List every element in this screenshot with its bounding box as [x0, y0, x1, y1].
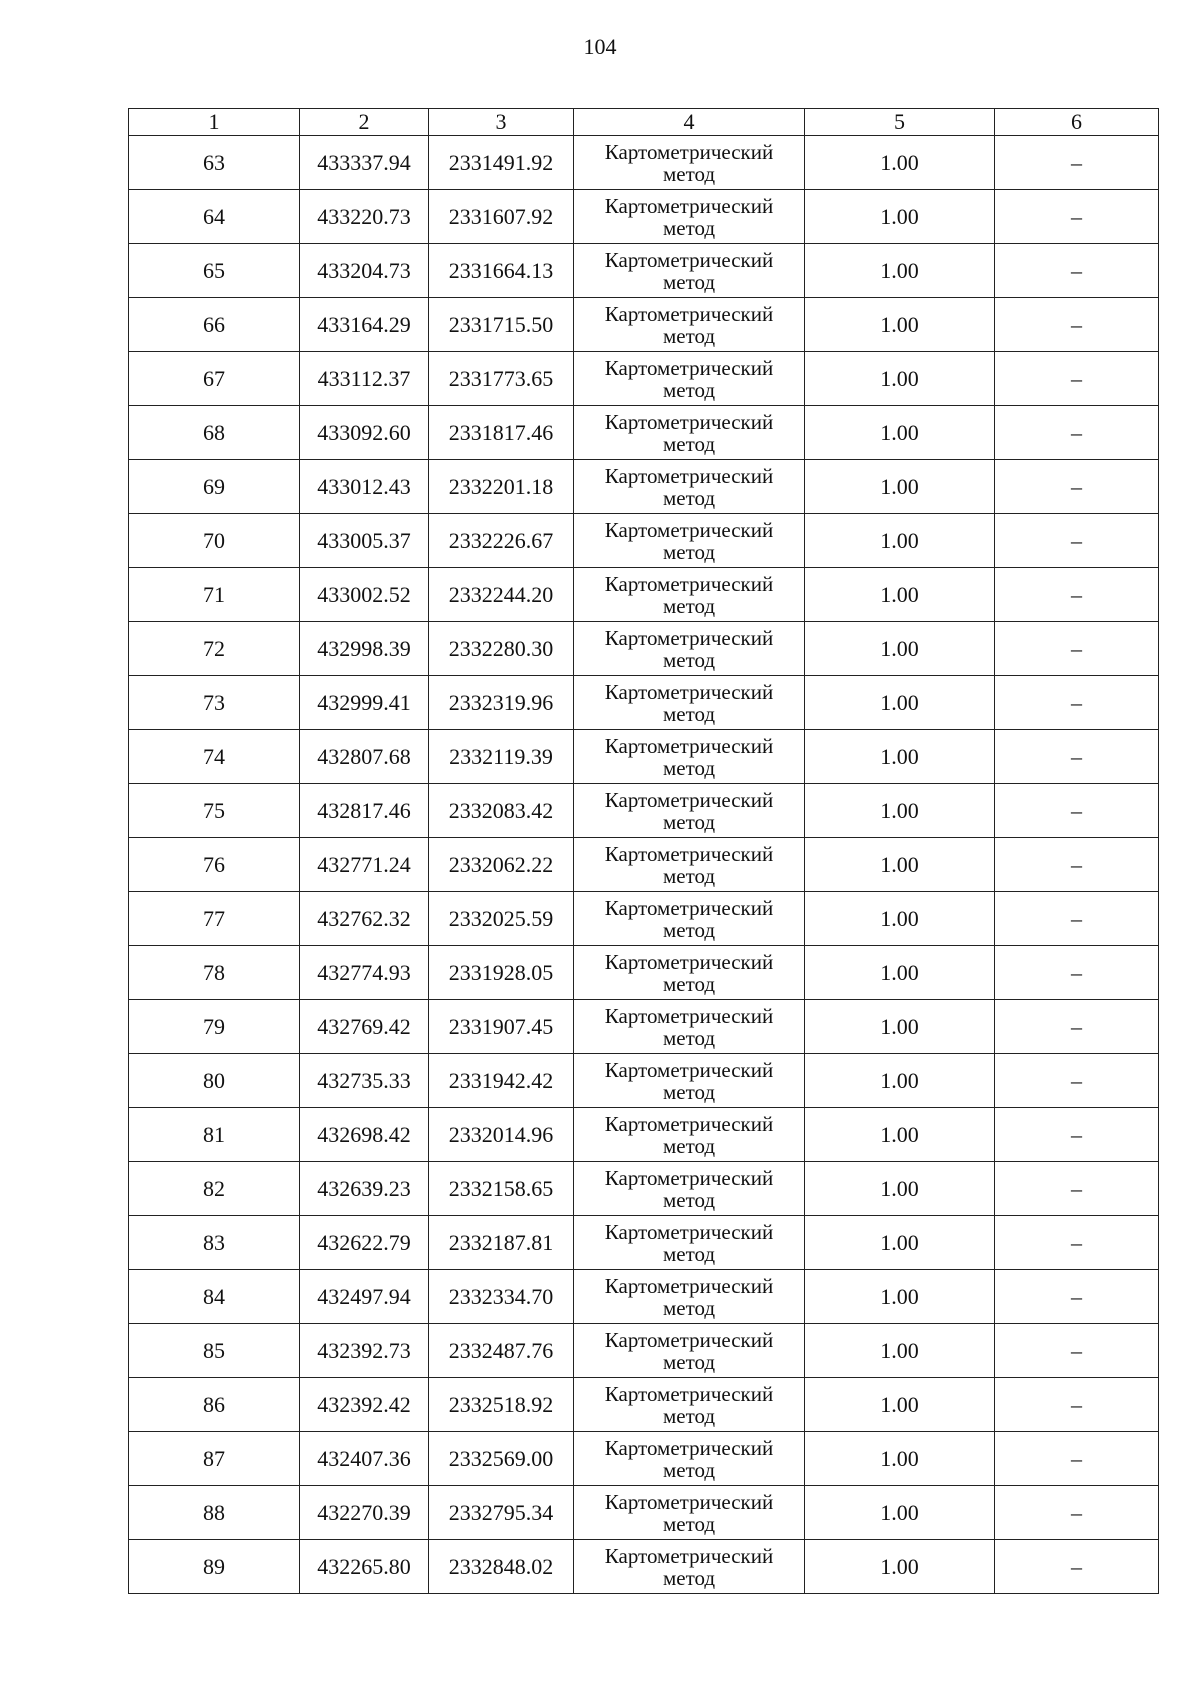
coord-x: 433012.43	[300, 460, 429, 514]
coord-x: 432771.24	[300, 838, 429, 892]
method-line-2: метод	[662, 701, 716, 726]
coord-y: 2331773.65	[429, 352, 574, 406]
table-row	[129, 1324, 1159, 1378]
column-header: 1	[129, 109, 300, 136]
method-cell	[574, 568, 805, 622]
coord-x: 432817.46	[300, 784, 429, 838]
coord-y: 2332569.00	[429, 1432, 574, 1486]
method-line-2: метод	[662, 215, 716, 240]
coord-y: 2331664.13	[429, 244, 574, 298]
method-line-2: метод	[662, 647, 716, 672]
point-number: 71	[129, 568, 300, 622]
point-number: 86	[129, 1378, 300, 1432]
table-row	[129, 676, 1159, 730]
method-line-1: Картометрический	[604, 463, 774, 488]
coord-x: 433112.37	[300, 352, 429, 406]
method-cell	[574, 352, 805, 406]
col6-dash: –	[995, 244, 1159, 298]
col6-dash: –	[995, 568, 1159, 622]
col6-dash: –	[995, 514, 1159, 568]
coord-x: 432999.41	[300, 676, 429, 730]
coord-x: 433092.60	[300, 406, 429, 460]
table-row	[129, 190, 1159, 244]
col6-dash: –	[995, 406, 1159, 460]
coord-x: 432392.42	[300, 1378, 429, 1432]
point-number: 88	[129, 1486, 300, 1540]
method-cell	[574, 1270, 805, 1324]
coord-x: 432998.39	[300, 622, 429, 676]
table-row	[129, 730, 1159, 784]
method-cell	[574, 1432, 805, 1486]
table-row	[129, 136, 1159, 190]
accuracy: 1.00	[805, 244, 995, 298]
method-line-1: Картометрический	[604, 625, 774, 650]
accuracy: 1.00	[805, 1540, 995, 1594]
table-row	[129, 1108, 1159, 1162]
method-line-1: Картометрический	[604, 247, 774, 272]
accuracy: 1.00	[805, 1108, 995, 1162]
accuracy: 1.00	[805, 1432, 995, 1486]
point-number: 79	[129, 1000, 300, 1054]
coord-x: 432774.93	[300, 946, 429, 1000]
col6-dash: –	[995, 1324, 1159, 1378]
col6-dash: –	[995, 460, 1159, 514]
col6-dash: –	[995, 1000, 1159, 1054]
coord-x: 432762.32	[300, 892, 429, 946]
method-cell	[574, 1216, 805, 1270]
method-line-2: метод	[662, 971, 716, 996]
coord-y: 2332201.18	[429, 460, 574, 514]
point-number: 70	[129, 514, 300, 568]
point-number: 68	[129, 406, 300, 460]
method-cell	[574, 190, 805, 244]
table-row	[129, 1054, 1159, 1108]
coord-y: 2332319.96	[429, 676, 574, 730]
coord-x: 432807.68	[300, 730, 429, 784]
col6-dash: –	[995, 190, 1159, 244]
col6-dash: –	[995, 730, 1159, 784]
accuracy: 1.00	[805, 1486, 995, 1540]
accuracy: 1.00	[805, 1216, 995, 1270]
coordinates-table	[128, 108, 1159, 1594]
method-line-2: метод	[662, 323, 716, 348]
method-line-1: Картометрический	[604, 355, 774, 380]
method-line-2: метод	[662, 593, 716, 618]
coord-y: 2332334.70	[429, 1270, 574, 1324]
method-cell	[574, 730, 805, 784]
col6-dash: –	[995, 892, 1159, 946]
method-line-1: Картометрический	[604, 1381, 774, 1406]
point-number: 67	[129, 352, 300, 406]
column-header: 6	[995, 109, 1159, 136]
method-line-1: Картометрический	[604, 1435, 774, 1460]
method-line-1: Картометрический	[604, 1057, 774, 1082]
method-line-1: Картометрический	[604, 1003, 774, 1028]
coord-y: 2332487.76	[429, 1324, 574, 1378]
coord-x: 433337.94	[300, 136, 429, 190]
column-header: 5	[805, 109, 995, 136]
table-row	[129, 1216, 1159, 1270]
col6-dash: –	[995, 946, 1159, 1000]
method-line-1: Картометрический	[604, 841, 774, 866]
col6-dash: –	[995, 784, 1159, 838]
method-line-2: метод	[662, 377, 716, 402]
method-line-2: метод	[662, 1403, 716, 1428]
col6-dash: –	[995, 1054, 1159, 1108]
method-line-2: метод	[662, 1025, 716, 1050]
accuracy: 1.00	[805, 406, 995, 460]
col6-dash: –	[995, 1486, 1159, 1540]
accuracy: 1.00	[805, 1054, 995, 1108]
point-number: 66	[129, 298, 300, 352]
method-line-2: метод	[662, 863, 716, 888]
table-row	[129, 1540, 1159, 1594]
coord-x: 432407.36	[300, 1432, 429, 1486]
coord-x: 433005.37	[300, 514, 429, 568]
coord-x: 432639.23	[300, 1162, 429, 1216]
coord-x: 432392.73	[300, 1324, 429, 1378]
method-line-1: Картометрический	[604, 193, 774, 218]
method-line-2: метод	[662, 1565, 716, 1590]
method-line-1: Картометрический	[604, 895, 774, 920]
method-line-2: метод	[662, 1295, 716, 1320]
method-cell	[574, 1486, 805, 1540]
col6-dash: –	[995, 1216, 1159, 1270]
coord-x: 433164.29	[300, 298, 429, 352]
method-cell	[574, 406, 805, 460]
col6-dash: –	[995, 1162, 1159, 1216]
method-line-2: метод	[662, 755, 716, 780]
table-row	[129, 1270, 1159, 1324]
method-line-2: метод	[662, 1133, 716, 1158]
method-cell	[574, 784, 805, 838]
coord-x: 432769.42	[300, 1000, 429, 1054]
column-header: 2	[300, 109, 429, 136]
coord-y: 2331928.05	[429, 946, 574, 1000]
method-line-1: Картометрический	[604, 517, 774, 542]
point-number: 77	[129, 892, 300, 946]
method-line-2: метод	[662, 917, 716, 942]
point-number: 89	[129, 1540, 300, 1594]
accuracy: 1.00	[805, 1000, 995, 1054]
coord-x: 432497.94	[300, 1270, 429, 1324]
method-line-1: Картометрический	[604, 1165, 774, 1190]
coord-y: 2332244.20	[429, 568, 574, 622]
method-line-2: метод	[662, 431, 716, 456]
accuracy: 1.00	[805, 298, 995, 352]
method-cell	[574, 514, 805, 568]
point-number: 78	[129, 946, 300, 1000]
point-number: 74	[129, 730, 300, 784]
coord-y: 2332062.22	[429, 838, 574, 892]
coord-x: 433204.73	[300, 244, 429, 298]
col6-dash: –	[995, 622, 1159, 676]
table-row	[129, 298, 1159, 352]
coord-x: 432270.39	[300, 1486, 429, 1540]
accuracy: 1.00	[805, 730, 995, 784]
col6-dash: –	[995, 1432, 1159, 1486]
method-cell	[574, 838, 805, 892]
coord-y: 2331907.45	[429, 1000, 574, 1054]
col6-dash: –	[995, 136, 1159, 190]
method-cell	[574, 1108, 805, 1162]
accuracy: 1.00	[805, 1378, 995, 1432]
method-cell	[574, 1000, 805, 1054]
method-line-2: метод	[662, 269, 716, 294]
method-cell	[574, 1378, 805, 1432]
method-line-2: метод	[662, 1187, 716, 1212]
method-line-2: метод	[662, 1511, 716, 1536]
coord-x: 433220.73	[300, 190, 429, 244]
table-row	[129, 568, 1159, 622]
col6-dash: –	[995, 298, 1159, 352]
col6-dash: –	[995, 1540, 1159, 1594]
col6-dash: –	[995, 352, 1159, 406]
point-number: 76	[129, 838, 300, 892]
column-header: 3	[429, 109, 574, 136]
method-cell	[574, 1324, 805, 1378]
accuracy: 1.00	[805, 784, 995, 838]
method-line-2: метод	[662, 809, 716, 834]
coord-x: 432265.80	[300, 1540, 429, 1594]
method-line-2: метод	[662, 1079, 716, 1104]
point-number: 69	[129, 460, 300, 514]
point-number: 83	[129, 1216, 300, 1270]
accuracy: 1.00	[805, 460, 995, 514]
method-line-1: Картометрический	[604, 1327, 774, 1352]
point-number: 64	[129, 190, 300, 244]
point-number: 87	[129, 1432, 300, 1486]
method-cell	[574, 892, 805, 946]
accuracy: 1.00	[805, 136, 995, 190]
point-number: 81	[129, 1108, 300, 1162]
method-cell	[574, 1054, 805, 1108]
method-line-1: Картометрический	[604, 1543, 774, 1568]
col6-dash: –	[995, 1378, 1159, 1432]
method-line-2: метод	[662, 1457, 716, 1482]
point-number: 75	[129, 784, 300, 838]
coord-x: 432622.79	[300, 1216, 429, 1270]
method-line-2: метод	[662, 1241, 716, 1266]
col6-dash: –	[995, 676, 1159, 730]
method-cell	[574, 622, 805, 676]
table-row	[129, 352, 1159, 406]
table-row	[129, 1000, 1159, 1054]
point-number: 80	[129, 1054, 300, 1108]
method-line-2: метод	[662, 539, 716, 564]
accuracy: 1.00	[805, 946, 995, 1000]
method-cell	[574, 1162, 805, 1216]
method-line-1: Картометрический	[604, 409, 774, 434]
coord-y: 2331817.46	[429, 406, 574, 460]
point-number: 63	[129, 136, 300, 190]
coord-y: 2331607.92	[429, 190, 574, 244]
method-line-2: метод	[662, 161, 716, 186]
col6-dash: –	[995, 1108, 1159, 1162]
table-row	[129, 622, 1159, 676]
table-row	[129, 1486, 1159, 1540]
page-number: 104	[583, 34, 617, 59]
table-row	[129, 1378, 1159, 1432]
table-row	[129, 406, 1159, 460]
method-line-1: Картометрический	[604, 1273, 774, 1298]
method-cell	[574, 244, 805, 298]
method-line-1: Картометрический	[604, 679, 774, 704]
coord-y: 2332795.34	[429, 1486, 574, 1540]
point-number: 82	[129, 1162, 300, 1216]
coord-y: 2332025.59	[429, 892, 574, 946]
method-cell	[574, 136, 805, 190]
coord-y: 2331491.92	[429, 136, 574, 190]
col6-dash: –	[995, 838, 1159, 892]
column-header: 4	[574, 109, 805, 136]
table-row	[129, 1432, 1159, 1486]
method-line-1: Картометрический	[604, 571, 774, 596]
coord-y: 2332187.81	[429, 1216, 574, 1270]
accuracy: 1.00	[805, 1270, 995, 1324]
method-line-1: Картометрический	[604, 949, 774, 974]
table-row	[129, 1162, 1159, 1216]
accuracy: 1.00	[805, 1324, 995, 1378]
point-number: 85	[129, 1324, 300, 1378]
point-number: 72	[129, 622, 300, 676]
coord-x: 433002.52	[300, 568, 429, 622]
accuracy: 1.00	[805, 838, 995, 892]
coord-x: 432698.42	[300, 1108, 429, 1162]
method-line-1: Картометрический	[604, 1111, 774, 1136]
coord-y: 2331715.50	[429, 298, 574, 352]
table-row	[129, 784, 1159, 838]
coord-y: 2332848.02	[429, 1540, 574, 1594]
accuracy: 1.00	[805, 892, 995, 946]
accuracy: 1.00	[805, 622, 995, 676]
method-line-1: Картометрический	[604, 139, 774, 164]
table-header-row	[129, 109, 1159, 136]
coord-y: 2332119.39	[429, 730, 574, 784]
method-line-1: Картометрический	[604, 1489, 774, 1514]
table-row	[129, 892, 1159, 946]
point-number: 84	[129, 1270, 300, 1324]
col6-dash: –	[995, 1270, 1159, 1324]
coord-x: 432735.33	[300, 1054, 429, 1108]
coord-y: 2332518.92	[429, 1378, 574, 1432]
table-row	[129, 946, 1159, 1000]
method-cell	[574, 946, 805, 1000]
table-row	[129, 514, 1159, 568]
method-cell	[574, 298, 805, 352]
coord-y: 2332014.96	[429, 1108, 574, 1162]
method-cell	[574, 1540, 805, 1594]
method-line-2: метод	[662, 485, 716, 510]
method-cell	[574, 460, 805, 514]
accuracy: 1.00	[805, 514, 995, 568]
method-line-2: метод	[662, 1349, 716, 1374]
table-row	[129, 838, 1159, 892]
accuracy: 1.00	[805, 352, 995, 406]
point-number: 65	[129, 244, 300, 298]
accuracy: 1.00	[805, 1162, 995, 1216]
accuracy: 1.00	[805, 676, 995, 730]
method-line-1: Картометрический	[604, 301, 774, 326]
point-number: 73	[129, 676, 300, 730]
accuracy: 1.00	[805, 190, 995, 244]
coord-y: 2332083.42	[429, 784, 574, 838]
coord-y: 2332226.67	[429, 514, 574, 568]
method-line-1: Картометрический	[604, 733, 774, 758]
table-row	[129, 460, 1159, 514]
method-cell	[574, 676, 805, 730]
method-line-1: Картометрический	[604, 787, 774, 812]
coord-y: 2332158.65	[429, 1162, 574, 1216]
table-row	[129, 244, 1159, 298]
coord-y: 2332280.30	[429, 622, 574, 676]
method-line-1: Картометрический	[604, 1219, 774, 1244]
accuracy: 1.00	[805, 568, 995, 622]
coord-y: 2331942.42	[429, 1054, 574, 1108]
